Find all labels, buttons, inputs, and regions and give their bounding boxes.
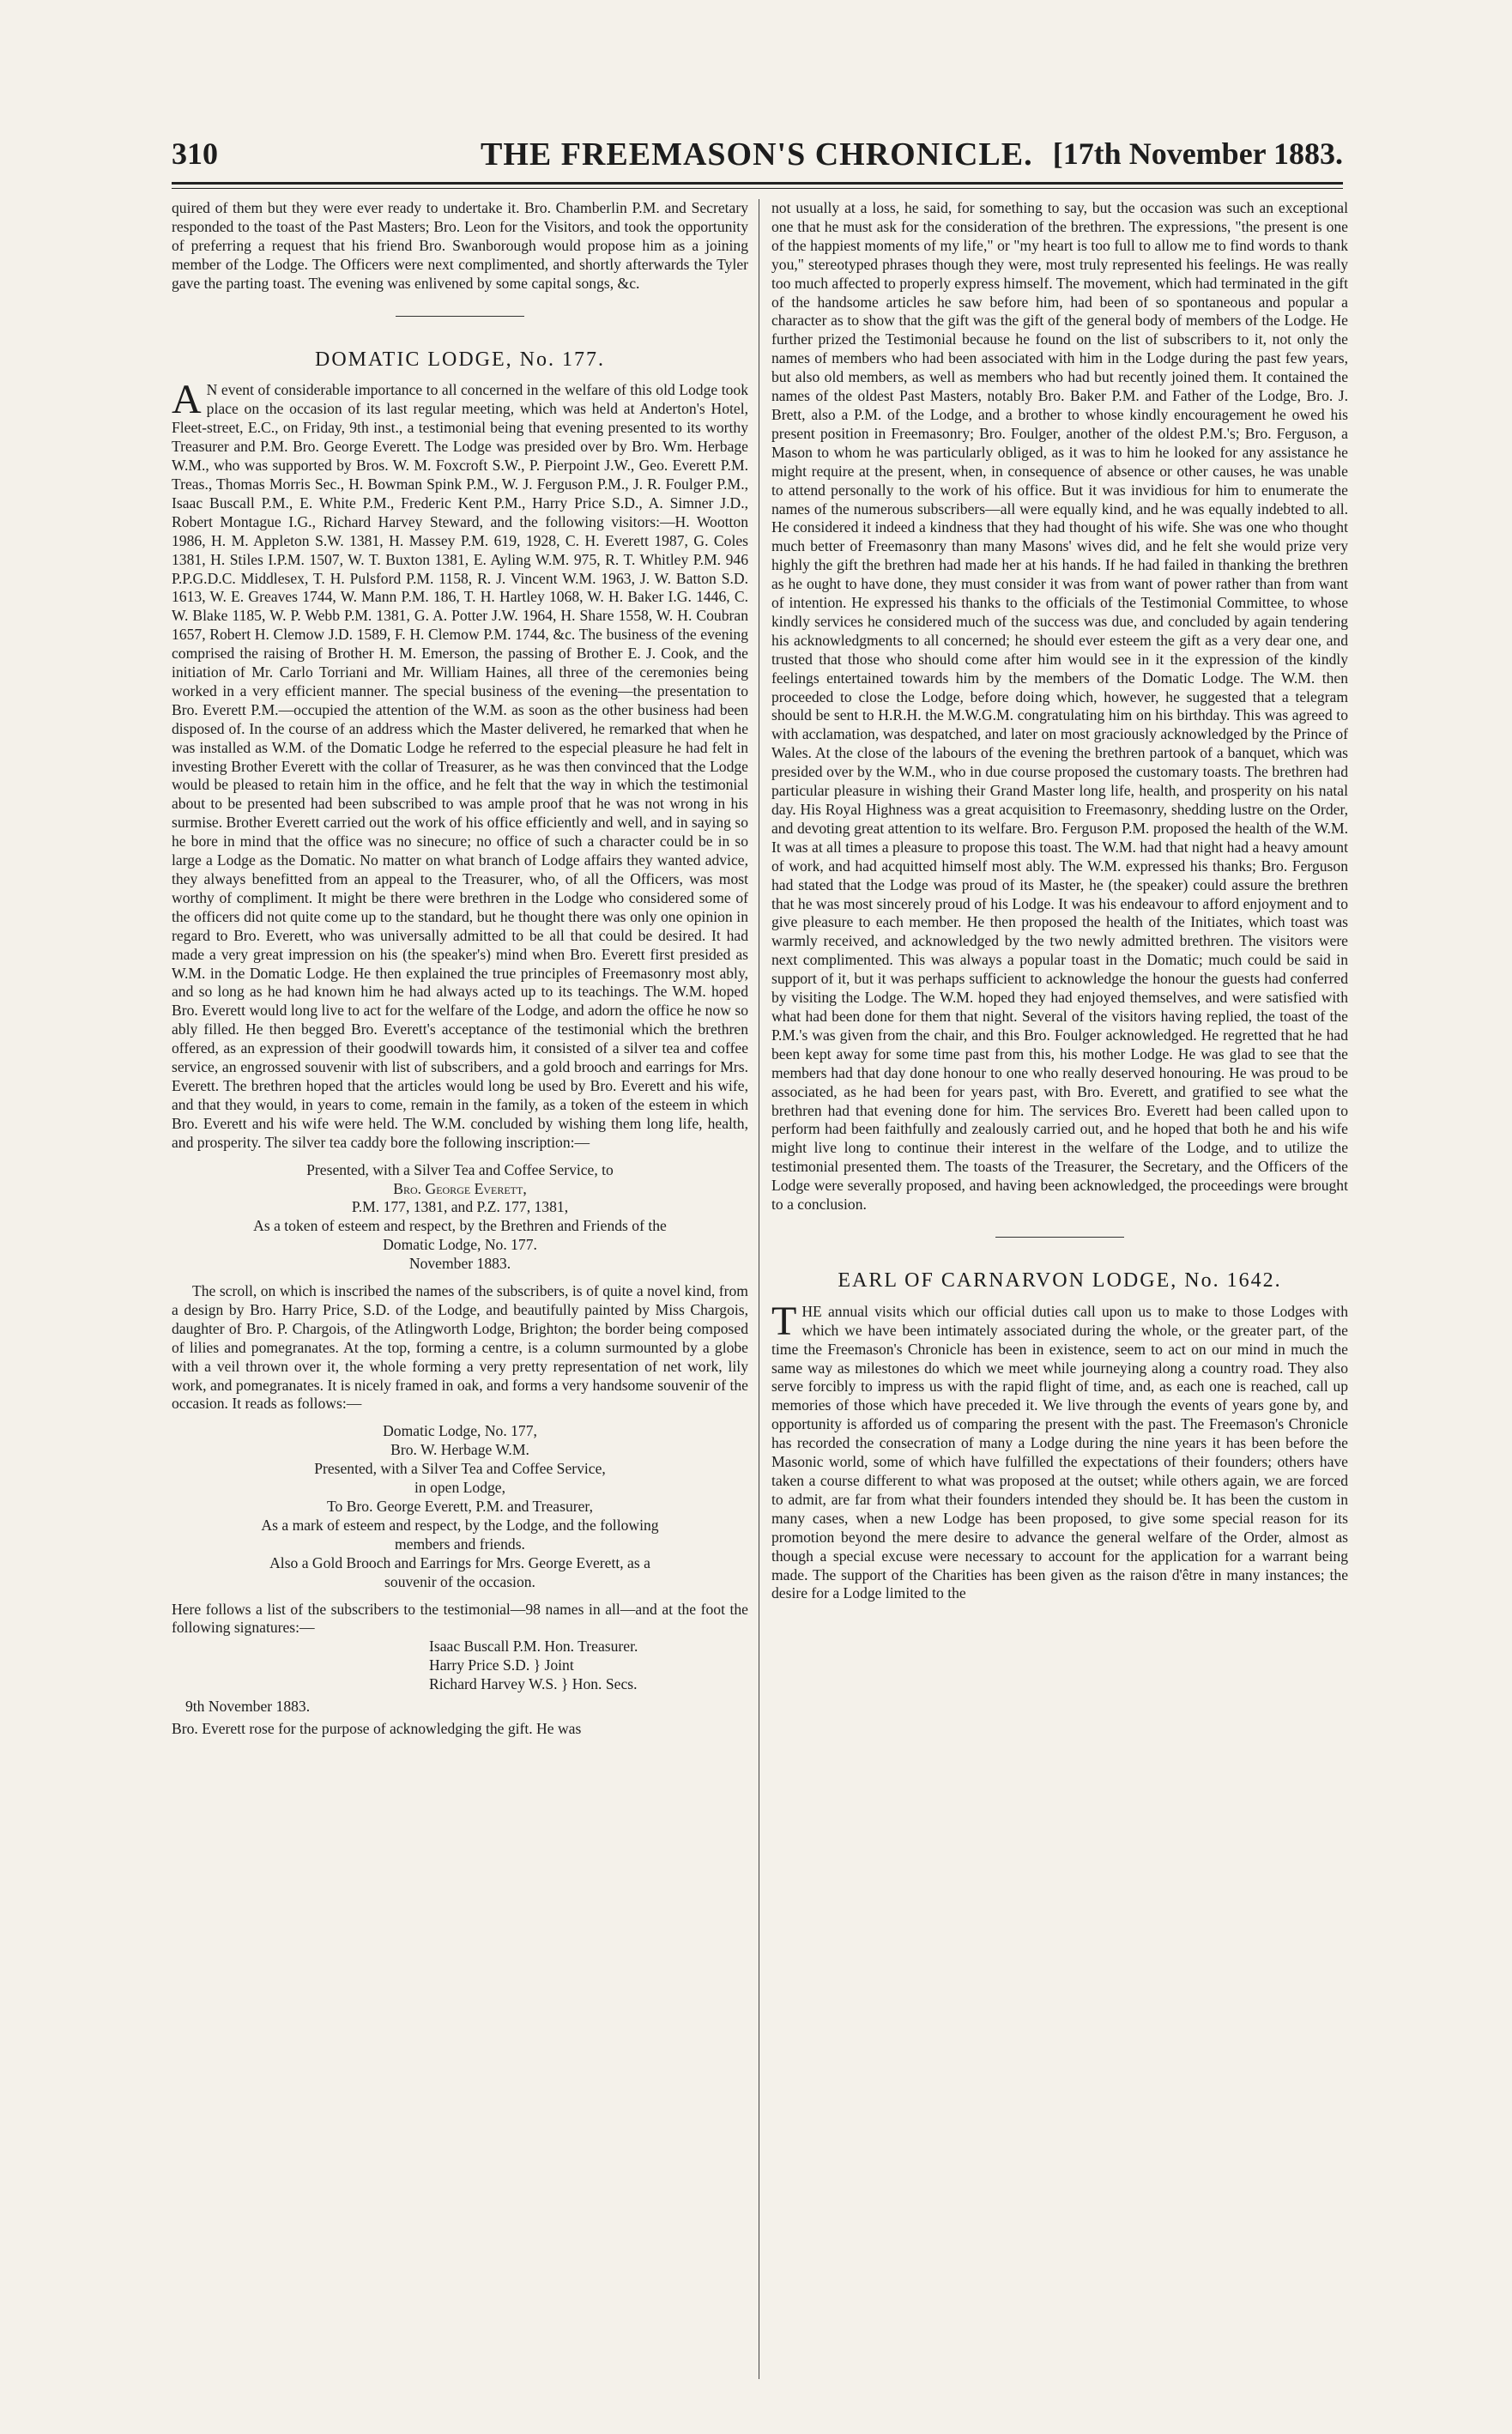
inscription-line: Bro. George Everett,: [393, 1179, 527, 1197]
domatic-paragraph-4: Bro. Everett rose for the purpose of acknowledging the gift. He was: [172, 1719, 582, 1737]
section-divider: [995, 1237, 1124, 1238]
signature-line: Isaac Buscall P.M. Hon. Treasurer.: [429, 1638, 638, 1656]
section-title-domatic: DOMATIC LODGE, No. 177.: [315, 348, 605, 371]
section-title-carnarvon: EARL OF CARNARVON LODGE, No. 1642.: [838, 1268, 1282, 1292]
page-header: [172, 136, 1343, 175]
tea-caddy-inscription: [172, 1161, 748, 1274]
inscription-line: P.M. 177, 1381, and P.Z. 177, 1381,: [351, 1198, 569, 1216]
inscription-line: Domatic Lodge, No. 177.: [383, 1236, 537, 1254]
domatic-paragraph-3: Here follows a list of the subscribers to the testimonial—98 names in all—and at the foot the following signatures:—: [172, 1600, 748, 1637]
carryover-paragraph: quired of them but they were ever ready to undertake it. Bro. Chamberlin P.M. and Secretary responded to the toast of the Past Masters; Bro. Leon for the Visitors, and took the opportunity of preferring a request that his friend Bro. Swanborough would propose him as a joining member of the Lodge. The Officers were next complimented, and shortly afterwards the Tyler gave the parting toast. The evening was enlivened by some capital songs, &c.: [172, 199, 748, 292]
inscription-line: Also a Gold Brooch and Earrings for Mrs. George Everett, as a: [269, 1553, 650, 1571]
signature-date: 9th November 1883.: [185, 1698, 311, 1716]
inscription-line: Presented, with a Silver Tea and Coffee Service, to: [306, 1160, 614, 1178]
drop-cap: A: [172, 377, 202, 423]
left-column: [172, 199, 748, 2396]
signature-line: Richard Harvey W.S. } Hon. Secs.: [429, 1675, 638, 1693]
inscription-line: To Bro. George Everett, P.M. and Treasurer,: [327, 1498, 593, 1515]
domatic-paragraph-1: [172, 377, 748, 1152]
right-carryover-paragraph: not usually at a loss, he said, for something to say, but the occasion was such an exceptional one that he must ask for the consideration of the brethren. The expressions, "the present is one of the happiest moments of my life," or "my heart is too full to allow me to find words to thank you," stereotyped phrases though they were, most truly represented his feelings. He was really too much affected to properly express himself. The movement, which had terminated in the gift of the handsome articles he saw before him, had been of so spontaneous and popular a character as to show that the gift was the gift of the general body of members of the Lodge. He further prized the Testimonial because he found on the list of subscribers to it, not only the names of members who had been associated with him in the Lodge during the past few years, but also old members, as well as members who had but recently joined them. It contained the names of the oldest Past Masters, notably Bro. Baker P.M. and Father of the Lodge, Bro. J. Brett, also a P.M. of the Lodge, and a brother to whose kindly encouragement he owed his present position in Freemasonry; Bro. Foulger, another of the oldest P.M.'s; Bro. Ferguson, a Mason to whom he was particularly obliged, as it was to him he looked for any assistance he might require at the present, when, in consequence of absence or other causes, he was unable to attend personally to the work of his office. But it was invidious for him to enumerate the names of the numerous subscribers—all were equally kind, and he was equally indebted to all. He considered it indeed a kindness that they had thought of his wife. She was one who thought much better of Freemasonry than many Masons' wives did, and he felt she would prize very highly the gift the brethren had made her at his hands. If he had failed in thanking the brethren as he ought to have done, they must consider it was from want of power rather than from want of intention. He expressed his thanks to the officials of the Testimonial Committee, to whose kindly services he considered much of the success was due, and concluded by again tendering his acknowledgments to all concerned; he should ever esteem the gift as a very dear one, and trusted that those who should come after him would see in it the expression of the kindly feelings entertained towards him by the members of the Domatic Lodge. The W.M. then proceeded to close the Lodge, before doing which, however, he suggested that a telegram should be sent to H.R.H. the M.W.G.M. congratulating him on his birthday. This was agreed to with acclamation, was despatched, and later on most graciously acknowledged by the Prince of Wales. At the close of the labours of the evening the brethren partook of a banquet, which was presided over by the W.M., who in due course proposed the customary toasts. The brethren had particular pleasure in wishing their Grand Master long life, health, and prosperity on his natal day. His Royal Highness was a great acquisition to Freemasonry, shedding lustre on the Order, and devoting great attention to its welfare. Bro. Ferguson P.M. proposed the health of the W.M. It was at all times a pleasure to propose this toast. The W.M. had that night had a heavy amount of work, and had acquitted himself most ably. The W.M. expressed his thanks; Bro. Ferguson had stated that the Lodge was proud of its Master, he (the speaker) could assure the brethren that he was most sincerely proud of his Lodge. It was his endeavour to afford enjoyment and to give pleasure to each member. He then proposed the health of the Initiates, which toast was warmly received, and acknowledged by the two newly admitted brethren. The visitors were next complimented. This was always a popular toast in the Domatic; much could be said in support of it, but it was perhaps sufficient to acknowledge the honour the guests had conferred by visiting the Lodge. The W.M. hoped they had enjoyed themselves, and were satisfied with what had been done for them that night. Several of the visitors having replied, the toast of the P.M.'s was given from the chair, and this Bro. Foulger acknowledged. He regretted that he had been kept away for some time past from this, his mother Lodge. He was glad to see that the members had that day done honour to one who really deserved honouring. He was proud to be associated, as he had been for years past, with Bro. Everett, and gratified to see what the brethren had that evening done for him. The services Bro. Everett had been called upon to perform had been faithfully and zealously carried out, and he hoped that both he and his wife might live long to continue their interest in the welfare of the Lodge, and to utilize the testimonial presented them. The toasts of the Treasurer, the Secretary, and the Officers of the Lodge were severally proposed, and having been acknowledged, the proceedings were brought to a conclusion.: [771, 199, 1348, 1214]
drop-cap: T: [771, 1298, 797, 1344]
inscription-line: souvenir of the occasion.: [384, 1572, 535, 1590]
inscription-line: Bro. W. Herbage W.M.: [390, 1441, 529, 1459]
carnarvon-paragraph-1-text: HE annual visits which our official duties call upon us to make to those Lodges with which we have been intimately associated during the whole, or the greater part, of the time the Freemason's Chronicle has been in existence, seem to act on our mind in much the same way as milestones do which we meet while journeying along a country road. They also serve forcibly to impress us with the rapid flight of time, and, as each one is reached, call up memories of those which have preceded it. We live through the events of years gone by, and opportunity is afforded us of comparing the present with the past. The Freemason's Chronicle has recorded the consecration of many a Lodge during the nine years it has been before the Masonic world, some of which have fulfilled the expectations of their founders; others have taken a course different to what was proposed at the outset; while others again, we are forced to admit, are far from what their founders intended they should be. It has been the custom in many cases, when a new Lodge has been proposed, to give some special reason for its promotion beyond the mere desire to advance the general welfare of the Order, almost as though a special excuse were necessary to account for the application for a warrant being made. The support of the Charities has been given as the raison d'être in many instances; the desire for a Lodge limited to the: [771, 1302, 1348, 1602]
carnarvon-paragraph-1: [771, 1298, 1348, 1604]
signature-line: Harry Price S.D. } Joint: [429, 1656, 574, 1674]
header-rule: [172, 182, 1343, 189]
scroll-inscription: [172, 1422, 748, 1591]
domatic-paragraph-1-text: N event of considerable importance to all concerned in the welfare of this old Lodge took place on the occasion of its last regular meeting, which was held at Anderton's Hotel, Fleet-street, E.C., on Friday, 9th inst., a testimonial being that evening presented to its worthy Treasurer and P.M. Bro. George Everett. The Lodge was presided over by Bro. Wm. Herbage W.M., who was supported by Bros. W. M. Foxcroft S.W., P. Pierpoint J.W., Geo. Everett P.M. Treas., Thomas Morris Sec., H. Bowman Spink P.M., W. J. Ferguson P.M., J. R. Foulger P.M., Isaac Buscall P.M., E. White P.M., Frederic Kent P.M., Harry Price S.D., A. Simner J.D., Robert Montague I.G., Richard Harvey Steward, and the following visitors:—H. Wootton 1986, H. M. Appleton S.W. 1381, H. Massey P.M. 619, 1928, C. H. Everett 1987, G. Coles 1381, H. Stiles I.P.M. 1507, W. T. Buxton 1381, E. Ayling W.M. 975, R. T. Whitley P.M. 946 P.P.G.D.C. Middlesex, T. H. Pulsford P.M. 1158, R. J. Vincent W.M. 1963, J. W. Batton S.D. 1613, W. E. Greaves 1744, W. Mann P.M. 186, T. H. Hartley 1068, W. H. Baker I.G. 1446, C. W. Blake 1185, W. P. Webb P.M. 1381, G. A. Potter J.W. 1964, H. Share 1558, W. H. Coubran 1657, Robert H. Clemow J.D. 1589, F. H. Clemow P.M. 1744, &c. The business of the evening comprised the raising of Brother H. M. Emerson, the passing of Brother E. J. Cook, and the initiation of Mr. Carlo Torriani and Mr. William Haines, all three of the ceremonies being worked in a very efficient manner. The special business of the evening—the presentation to Bro. Everett P.M.—occupied the attention of the W.M. as soon as the other business had been disposed of. In the course of an address which the Master delivered, he remarked that when he was installed as W.M. of the Domatic Lodge he referred to the especial pleasure he had felt in investing Brother Everett with the collar of Treasurer, as he was then convinced that the Lodge would be pleased to retain him in the office, and he felt that the way in which the testimonial about to be presented had been subscribed to was ample proof that he was not wrong in his surmise. Brother Everett carried out the work of his office efficiently and well, and in saying so he bore in mind that the office was no sinecure; no office of such a character could be in so large a Lodge as the Domatic. No matter on what branch of Lodge affairs they wanted advice, they always benefitted from an appeal to the Treasurer, who, of all the Officers, was most worthy of compliment. It might be there were brethren in the Lodge who considered some of the officers did not quite come up to the standard, but he thought there was only one opinion in regard to Bro. Everett, who was universally admitted to be all that could be desired. It had made a very great impression on his (the speaker's) mind when Bro. Everett first presided as W.M. in the Domatic Lodge. He then explained the true principles of Freemasonry most ably, and so long as he had known him he had always acted up to its teachings. The W.M. hoped Bro. Everett would long live to act for the welfare of the Lodge, and adorn the office he now so ably filled. He then begged Bro. Everett's acceptance of the testimonial which the brethren offered, as an expression of their goodwill towards him, it consisted of a silver tea and coffee service, an engrossed souvenir with list of subscribers, and a gold brooch and earrings for Mrs. Everett. The brethren hoped that the articles would long be used by Bro. Everett and his wife, and that they would, in years to come, remain in the family, as a token of the esteem in which Bro. Everett and his wife were held. The W.M. concluded by wishing them long life, health, and prosperity. The silver tea caddy bore the following inscription:—: [172, 381, 748, 1151]
section-divider: [396, 316, 524, 317]
issue-date: [17th November 1883.: [1052, 136, 1343, 171]
inscription-line: November 1883.: [408, 1255, 511, 1273]
inscription-line: As a mark of esteem and respect, by the Lodge, and the following: [261, 1516, 659, 1534]
right-column: [771, 199, 1348, 2396]
inscription-line: Domatic Lodge, No. 177,: [383, 1422, 537, 1440]
page-number: 310: [172, 136, 218, 171]
inscription-line: members and friends.: [395, 1535, 525, 1553]
masthead: THE FREEMASON'S CHRONICLE.: [481, 136, 1033, 173]
domatic-paragraph-2: The scroll, on which is inscribed the names of the subscribers, is of quite a novel kind, from a design by Bro. Harry Price, S.D. of the Lodge, and beautifully painted by Miss Chargois, daughter of Bro. P. Chargois, of the Atlingworth Lodge, Brighton; the border being composed of lilies and pomegranates. At the top, forming a centre, is a column surmounted by a globe with a veil thrown over it, the whole forming a very pretty representation of net work, lily work, and pomegranates. It is nicely framed in oak, and forms a very handsome souvenir of the occasion. It reads as follows:—: [172, 1282, 748, 1413]
inscription-line: Presented, with a Silver Tea and Coffee Service,: [314, 1460, 606, 1478]
inscription-line: in open Lodge,: [414, 1479, 506, 1497]
inscription-line: As a token of esteem and respect, by the Brethren and Friends of the: [253, 1217, 667, 1235]
